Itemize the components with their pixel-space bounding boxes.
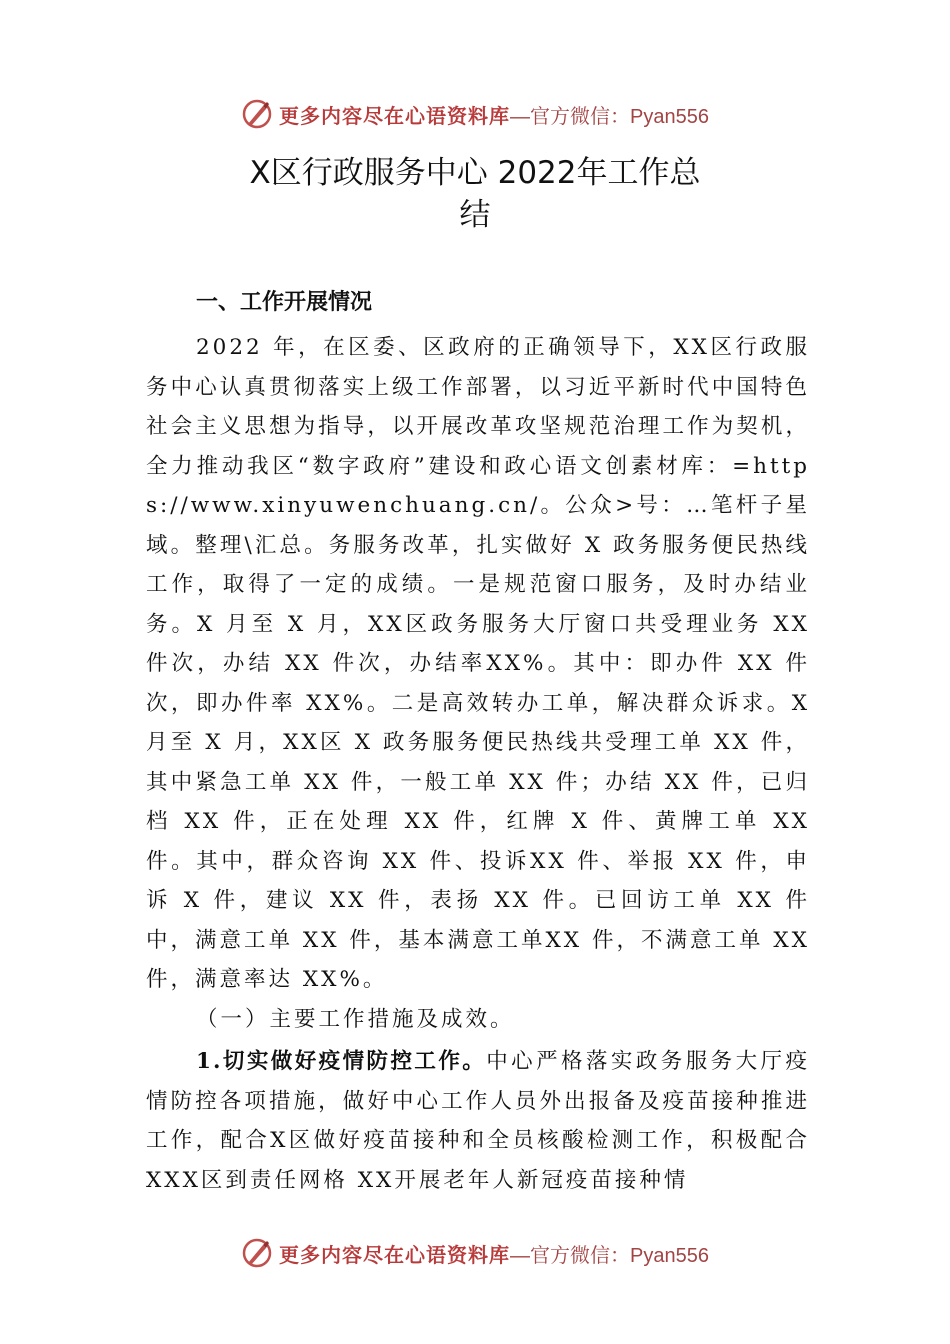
subsection-heading: （一）主要工作措施及成效。 <box>196 1007 515 1032</box>
footer-banner <box>0 1233 950 1273</box>
banner-brand-text: 更多内容尽在心语资料库 <box>279 103 511 128</box>
section-heading: 一、工作开展情况 <box>196 290 373 315</box>
page-title <box>150 152 800 236</box>
pen-logo-icon <box>241 1237 273 1269</box>
banner-brand-text: 更多内容尽在心语资料库 <box>279 1242 511 1267</box>
body-paragraph: 2022 年，在区委、区政府的正确领导下，XX区行政服务中心认真贯彻落实上级工作部署，以习近平新时代中国特色社会主义思想为指导，以开展改革攻坚规范治理工作为契机，全力推动我区“数字政府”建设和政心语文创素材库：=https://www.xinyuwenchuang.cn/。公众>号：…笔杆子星域。整理\汇总。务服务改革，扎实做好 X 政务服务便民热线工作，取得了一定的成绩。一是规范窗口服务，及时办结业务。X 月至 X 月，XX区政务服务大厅窗口共受理业务 XX 件次，办结 XX 件次，办结率XX%。其中：即办件 XX 件次，即办件率 XX%。二是高效转办工单，解决群众诉求。X 月至 X 月，XX区 X 政务服务便民热线共受理工单 XX 件，其中紧急工单 XX 件，一般工单 XX 件；办结 XX 件，已归档 XX 件，正在处理 XX 件，红牌 X 件、黄牌工单 XX 件。其中，群众咨询 XX 件、投诉XX 件、举报 XX 件，申诉 X 件，建议 XX 件，表扬 XX 件。已回访工单 XX 件中，满意工单 XX 件，基本满意工单XX 件，不满意工单 XX 件，满意率达 XX%。 <box>146 335 810 992</box>
header-banner <box>0 94 950 134</box>
title-line-2: 结 <box>459 197 491 233</box>
banner-contact-text: —官方微信：Pyan556 <box>510 1244 709 1267</box>
title-line-1: X区行政服务中心 2022年工作总 <box>249 155 701 191</box>
item-lead: 1.切实做好疫情防控工作。 <box>196 1049 487 1074</box>
pen-logo-icon <box>241 98 273 130</box>
banner-contact-text: —官方微信：Pyan556 <box>510 105 709 128</box>
item-paragraph <box>146 1042 810 1200</box>
item-body: 中心严格落实政务服务大厅疫情防控各项措施，做好中心工作人员外出报备及疫苗接种推进工作，配合X区做好疫苗接种和全员核酸检测工作，积极配合 XXX区到责任网格 XX开展老年人新冠疫苗接种情 <box>146 1049 810 1193</box>
